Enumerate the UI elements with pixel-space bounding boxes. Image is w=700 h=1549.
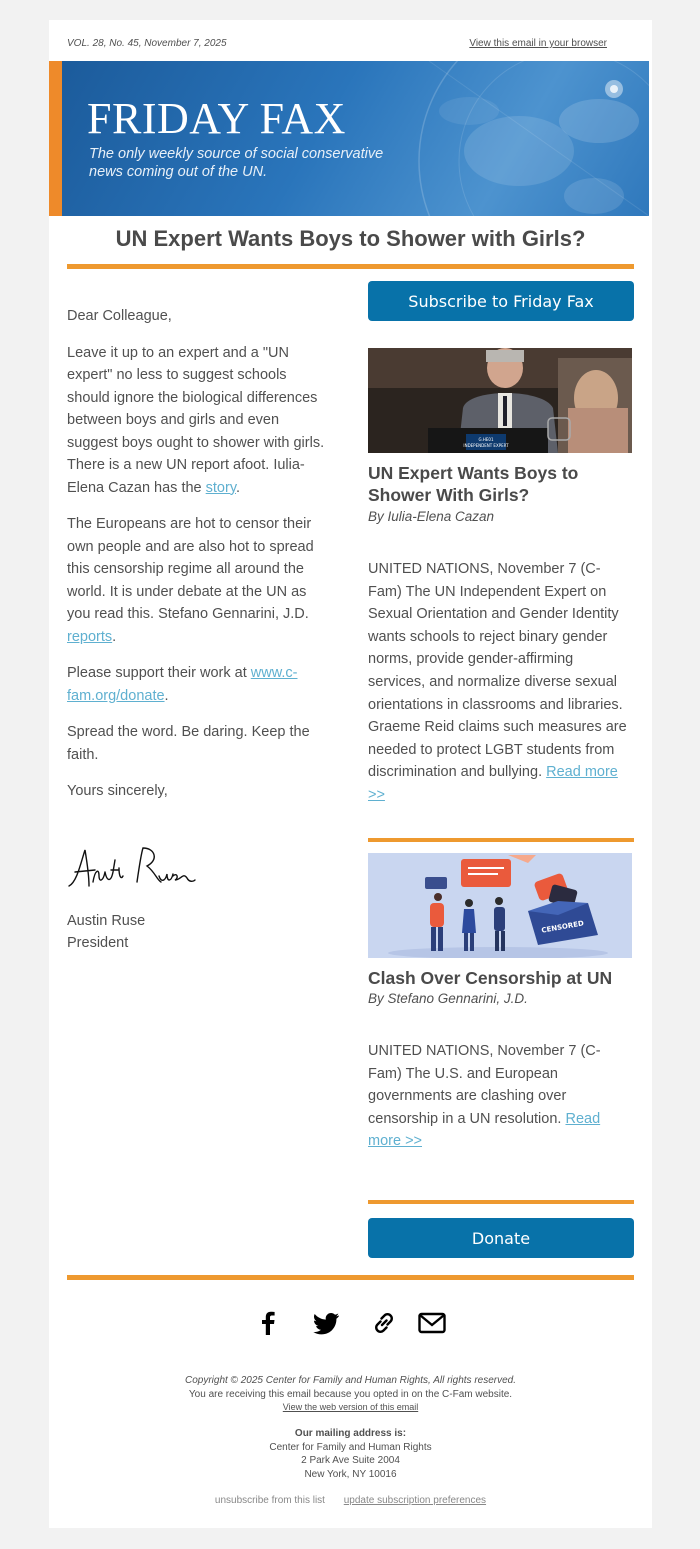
article-2-title[interactable]: Clash Over Censorship at UN (368, 968, 613, 988)
mailing-heading: Our mailing address is: (294, 1428, 407, 1439)
article-2-read-more-link[interactable]: Read more >> (368, 1110, 601, 1150)
update-preferences-link[interactable]: update subscription preferences (343, 1495, 487, 1506)
friday-fax-banner (49, 61, 649, 216)
mailing-address (67, 1427, 634, 1481)
banner-accent-stripe (49, 61, 62, 216)
article-2-image[interactable] (368, 853, 632, 958)
letter-paragraph-1-text: Leave it up to an expert and a "UN expert" no less to suggest schools should ignore the biological differences between boys and girls and even suggest boys ought to shower with girls. There is a new UN report afoot. Iulia-Elena Cazan has the (67, 344, 325, 496)
email-icon[interactable] (417, 1308, 447, 1338)
twitter-icon[interactable] (311, 1308, 341, 1338)
letter-paragraph-3-text: Please support their work at (67, 665, 251, 681)
donate-button[interactable]: Donate (368, 1218, 634, 1258)
article-1-read-more-link[interactable]: Read more >> (368, 764, 618, 803)
article-1-body (368, 558, 634, 807)
footer-links (67, 1494, 634, 1508)
letter-closing: Yours sincerely, (67, 783, 168, 799)
letter-paragraph-2: The Europeans are hot to censor their own people and are also hot to spread this censorship regime all around the world. It is under debate at the UN as you read this. Stefano Gennarini, J.D. reports. (67, 516, 314, 645)
article-2-body (368, 1040, 634, 1153)
signature-image (67, 842, 197, 898)
nameplate-line-2: INDEPENDENT EXPERT (463, 443, 509, 448)
address-line-3: New York, NY 10016 (304, 1468, 397, 1480)
sidebar-divider-2 (368, 1200, 634, 1204)
reports-link[interactable]: reports (67, 628, 113, 645)
article-1-byline: By Iulia-Elena Cazan (368, 509, 495, 524)
headline-divider (67, 264, 634, 269)
preheader (67, 38, 607, 52)
nameplate-line-1: G.HE01 (478, 437, 494, 442)
story-link[interactable]: story (205, 479, 237, 496)
letter-paragraph-2-text: The Europeans are hot to censor their own people and are also hot to spread this censorship regime all around the world. It is under debate at the UN as you read this. Stefano Gennarini, J.D. (67, 516, 314, 622)
censored-label: CENSORED (540, 919, 585, 935)
address-line-1: Center for Family and Human Rights (269, 1441, 432, 1453)
link-icon[interactable] (369, 1308, 399, 1338)
footer-reason: You are receiving this email because you opted in on the C-Fam website. (188, 1388, 513, 1400)
view-in-browser-link[interactable]: View this email in your browser (469, 38, 607, 49)
footer-divider (67, 1275, 634, 1280)
donate-link[interactable]: www.c-fam.org/donate (67, 665, 298, 704)
footer-text (67, 1374, 634, 1415)
censorship-illustration (368, 853, 632, 958)
article-2-body-text: UNITED NATIONS, November 7 (C-Fam) The U.S. and European governments are clashing over censorship in a UN resolution. (368, 1043, 601, 1127)
issue-volume: VOL. 28, No. 45, November 7, 2025 (67, 38, 227, 49)
editor-letter (67, 305, 329, 817)
letter-paragraph-4: Spread the word. Be daring. Keep the faith. (67, 724, 310, 763)
banner-tagline: The only weekly source of social conservative news coming out of the UN. (89, 146, 384, 180)
banner-title: FRIDAY FAX (87, 94, 346, 143)
article-2-byline: By Stefano Gennarini, J.D. (368, 991, 528, 1006)
signer-block (67, 910, 145, 954)
signer-name: Austin Ruse (67, 913, 146, 929)
subscribe-button[interactable]: Subscribe to Friday Fax (368, 281, 634, 321)
facebook-icon[interactable] (253, 1308, 283, 1338)
footer-copyright: Copyright © 2025 Center for Family and Human Rights, All rights reserved. (184, 1375, 517, 1386)
letter-paragraph-1: Leave it up to an expert and a "UN expert" no less to suggest schools should ignore the biological differences between boys and girls and even suggest boys ought to shower with girls. There is a new UN report afoot. Iulia-Elena Cazan has the story. (67, 344, 325, 496)
letter-greeting: Dear Colleague, (67, 308, 172, 324)
sidebar-divider-1 (368, 838, 634, 842)
letter-paragraph-3: Please support their work at www.c-fam.org/donate. (67, 665, 298, 704)
address-line-2: 2 Park Ave Suite 2004 (301, 1455, 400, 1466)
un-expert-photo (368, 348, 632, 453)
signer-title: President (67, 935, 129, 951)
unsubscribe-link[interactable]: unsubscribe from this list (214, 1495, 325, 1506)
web-version-link[interactable]: View the web version of this email (282, 1402, 419, 1412)
article-1-title[interactable]: UN Expert Wants Boys to Shower With Girls? (368, 463, 579, 505)
main-headline: UN Expert Wants Boys to Shower with Girls? (115, 226, 586, 251)
article-1-image[interactable] (368, 348, 632, 453)
article-1-body-text: UNITED NATIONS, November 7 (C-Fam) The UN Independent Expert on Sexual Orientation and Gender Identity wants schools to reject binary gender norms, provide gender-affirming services, and normalize diverse sexual orientations in classrooms and libraries. Graeme Reid claims such measures are needed to protect LGBT students from discrimination and bullying. (368, 561, 627, 781)
